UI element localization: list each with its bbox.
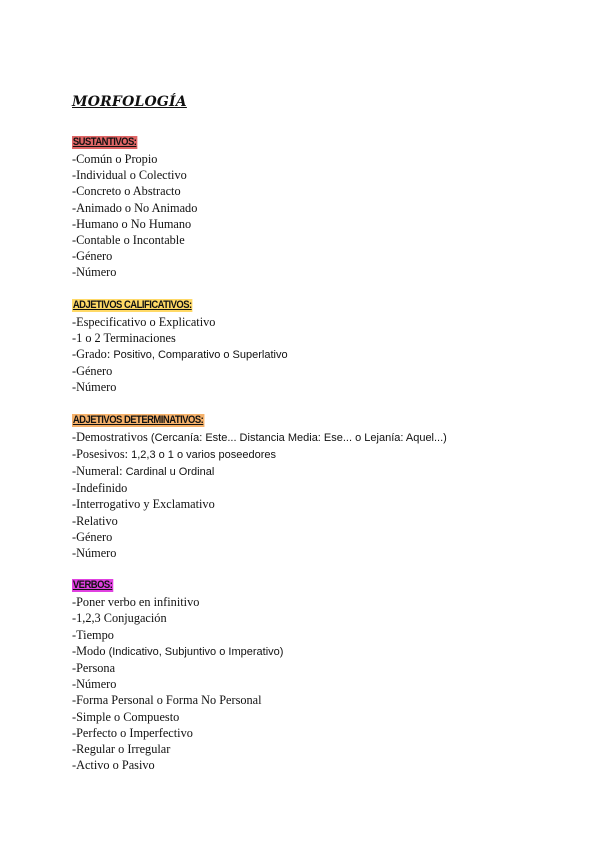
item-text: -Perfecto o Imperfectivo: [72, 725, 193, 740]
document-page: [72, 94, 542, 774]
list-item: [72, 660, 542, 676]
list-item: [72, 513, 542, 529]
list-item: [72, 446, 542, 463]
section-heading: ADJETIVOS CALIFICATIVOS:: [72, 298, 192, 311]
list-item: [72, 480, 542, 496]
item-list: [72, 314, 542, 396]
item-detail: (Cercanía: Este... Distancia Media: Ese... o Lejanía: Aquel...): [150, 431, 447, 444]
item-text: -Especificativo o Explicativo: [72, 314, 216, 329]
section: [72, 575, 542, 773]
list-item: [72, 330, 542, 346]
item-text: -Activo o Pasivo: [72, 758, 155, 773]
list-item: [72, 463, 542, 480]
item-list: [72, 151, 542, 281]
item-text: -1,2,3 Conjugación: [72, 611, 167, 626]
list-item: [72, 709, 542, 725]
item-list: [72, 594, 542, 773]
item-detail: Positivo, Comparativo o Superlativo: [113, 349, 288, 362]
item-text: -Relativo: [72, 513, 118, 528]
item-detail: 1,2,3 o 1 o varios poseedores: [131, 448, 277, 461]
item-text: -Individual o Colectivo: [72, 168, 187, 183]
list-item: [72, 346, 542, 363]
item-text: -Animado o No Animado: [72, 200, 198, 215]
list-item: [72, 594, 542, 610]
list-item: [72, 610, 542, 626]
item-text: -Número: [72, 265, 117, 280]
item-text: -Género: [72, 364, 113, 379]
item-text: -Indefinido: [72, 481, 128, 496]
item-text: -Contable o Incontable: [72, 233, 185, 248]
item-text: -Humano o No Humano: [72, 216, 192, 231]
item-text: -Simple o Compuesto: [72, 709, 180, 724]
list-item: [72, 264, 542, 280]
item-text: -Concreto o Abstracto: [72, 184, 181, 199]
list-item: [72, 496, 542, 512]
item-text: -Regular o Irregular: [72, 742, 171, 757]
list-item: [72, 167, 542, 183]
list-item: [72, 676, 542, 692]
section: [72, 295, 542, 396]
item-text: -Poner verbo en infinitivo: [72, 595, 200, 610]
item-text: -Numeral:: [72, 464, 126, 479]
list-item: [72, 379, 542, 395]
item-text: -Común o Propio: [72, 152, 158, 166]
list-item: [72, 643, 542, 660]
list-item: [72, 429, 542, 446]
item-text: -Posesivos:: [72, 446, 132, 461]
item-text: -Demostrativos: [72, 429, 151, 444]
list-item: [72, 545, 542, 561]
list-item: [72, 627, 542, 643]
item-text: -Número: [72, 677, 117, 692]
item-text: -Interrogativo y Exclamativo: [72, 497, 215, 512]
item-text: -Número: [72, 380, 117, 395]
list-item: [72, 216, 542, 232]
item-text: -Persona: [72, 661, 116, 676]
list-item: [72, 151, 542, 167]
list-item: [72, 200, 542, 216]
sections-container: [72, 132, 542, 774]
page-title: MORFOLOGÍA: [72, 94, 187, 110]
list-item: [72, 741, 542, 757]
item-detail: Cardinal u Ordinal: [125, 466, 215, 479]
item-text: -1 o 2 Terminaciones: [72, 330, 176, 345]
item-text: -Grado:: [72, 347, 114, 362]
list-item: [72, 183, 542, 199]
list-item: [72, 692, 542, 708]
item-text: -Género: [72, 529, 113, 544]
list-item: [72, 725, 542, 741]
item-text: -Modo: [72, 643, 109, 658]
list-item: [72, 363, 542, 379]
item-text: -Forma Personal o Forma No Personal: [72, 693, 262, 708]
item-list: [72, 429, 542, 562]
list-item: [72, 232, 542, 248]
list-item: [72, 314, 542, 330]
section-heading: VERBOS:: [72, 579, 113, 592]
item-text: -Género: [72, 249, 113, 264]
section-heading: SUSTANTIVOS:: [72, 136, 137, 148]
section: [72, 132, 542, 281]
section: [72, 410, 542, 562]
list-item: [72, 248, 542, 264]
list-item: [72, 757, 542, 773]
section-heading: ADJETIVOS DETERMINATIVOS:: [72, 413, 204, 426]
item-text: -Tiempo: [72, 627, 114, 642]
item-text: -Número: [72, 546, 117, 561]
item-detail: (Indicativo, Subjuntivo o Imperativo): [108, 645, 284, 658]
list-item: [72, 529, 542, 545]
